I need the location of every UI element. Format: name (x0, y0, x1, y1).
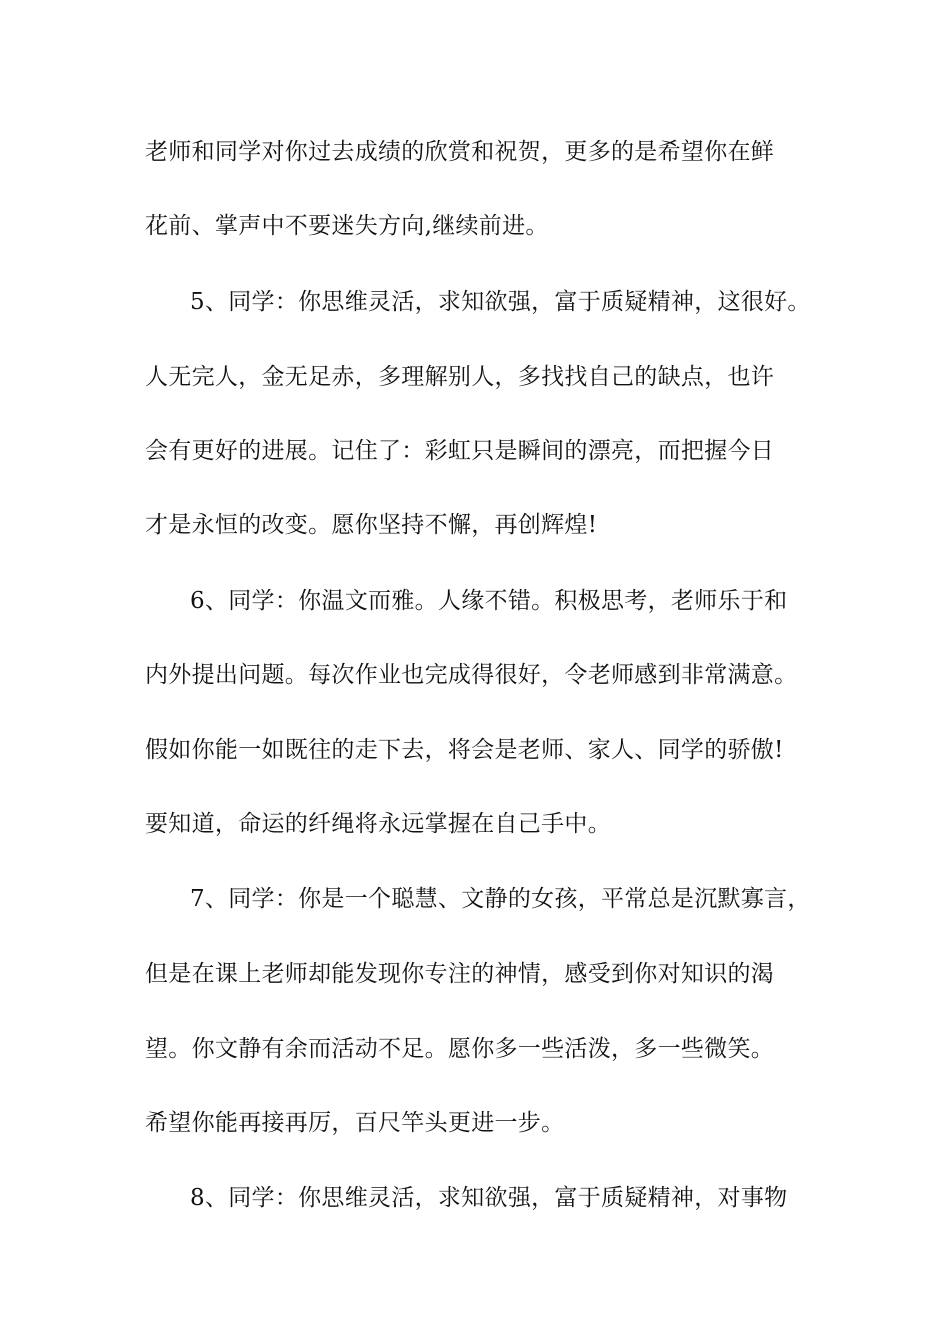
paragraph-line: 6、同学：你温文而雅。人缘不错。积极思考，老师乐于和 (190, 588, 788, 614)
paragraph-line: 会有更好的进展。记住了：彩虹只是瞬间的漂亮，而把握今日 (145, 438, 775, 464)
paragraph-line: 老师和同学对你过去成绩的欣赏和祝贺，更多的是希望你在鲜 (145, 139, 775, 165)
paragraph-line: 花前、掌声中不要迷失方向,继续前进。 (145, 213, 549, 239)
paragraph-line: 才是永恒的改变。愿你坚持不懈，再创辉煌! (145, 512, 598, 538)
paragraph-line: 8、同学：你思维灵活，求知欲强，富于质疑精神，对事物 (190, 1185, 788, 1211)
paragraph-line: 要知道，命运的纤绳将永远掌握在自己手中。 (145, 811, 611, 837)
paragraph-line: 但是在课上老师却能发现你专注的神情，感受到你对知识的渴 (145, 961, 775, 987)
paragraph-line: 希望你能再接再厉，百尺竿头更进一步。 (145, 1110, 565, 1136)
paragraph-line: 人无完人，金无足赤，多理解别人，多找找自己的缺点，也许 (145, 364, 775, 390)
paragraph-line: 5、同学：你思维灵活，求知欲强，富于质疑精神，这很好。 (190, 289, 811, 315)
paragraph-line: 望。你文静有余而活动不足。愿你多一些活泼，多一些微笑。 (145, 1036, 775, 1062)
paragraph-line: 7、同学：你是一个聪慧、文静的女孩，平常总是沉默寡言， (190, 886, 811, 912)
paragraph-line: 假如你能一如既往的走下去，将会是老师、家人、同学的骄傲! (145, 737, 784, 763)
paragraph-line: 内外提出问题。每次作业也完成得很好，令老师感到非常满意。 (145, 662, 798, 688)
